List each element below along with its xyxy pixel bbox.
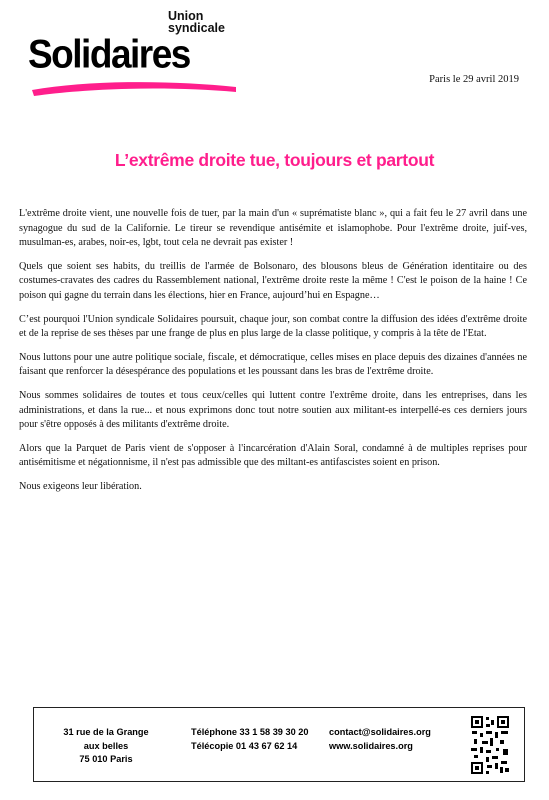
paragraph: Nous luttons pour une autre politique sociale, fiscale, et démocratique, celles mises en place depuis des dizaines d'années ne faisant que renforcer la désespérance des populations et les poussant dans les bras de l'extrême droite.	[19, 351, 527, 378]
logo-swoosh-icon	[30, 78, 240, 100]
website-link[interactable]: www.solidaires.org	[329, 740, 413, 751]
contact-email-link[interactable]: contact@solidaires.org	[329, 727, 431, 737]
page-title: L’extrême droite tue, toujours et partout	[114, 150, 435, 170]
address-line: 31 rue de la Grange	[63, 727, 149, 737]
telephone-number: Téléphone 33 1 58 39 30 20	[191, 727, 309, 737]
logo-syndicale-text: syndicale	[168, 21, 225, 35]
document-body	[19, 207, 527, 504]
document-date: Paris le 29 avril 2019	[429, 74, 519, 85]
telecopie-number: Télécopie 01 43 67 62 14	[191, 740, 298, 751]
paragraph: Quels que soient ses habits, du treillis de l'armée de Bolsonaro, des blousons bleus de Génération identitaire ou des costumes-cravates des cadres du Rassemblement national, l'extrême droite reste la même ! C'est le poison de la haine ! Ce poison qui gagne du terrain dans les élections, hier en France, aujourd’hui en Espagne…	[19, 260, 527, 301]
solidaires-logo	[28, 10, 228, 90]
paragraph: Nous exigeons leur libération.	[19, 480, 142, 492]
logo-union-text: Union	[168, 9, 204, 23]
logo-union-syndicale	[168, 10, 225, 34]
paragraph: L'extrême droite vient, une nouvelle fois de tuer, par la main d'un « suprématiste blanc », qui a fait feu le 27 avril dans une synagogue du sud de la Californie. Le tireur se revendique antisémite et islamophobe. Pour l'extrême droite, juif-ves, musulman-es, arabes, noir-es, lgbt, tout cela ne devrait pas exister !	[19, 208, 527, 249]
paragraph: Nous sommes solidaires de toutes et tous ceux/celles qui luttent contre l'extrême droite, dans les entreprises, dans les administrations, et dans la rue... et nous exprimons donc tout notre soutien aux militant-es interpellé-es ces derniers jours pour s'être opposés à des militants d'extrême droite.	[19, 389, 527, 431]
footer-contact-box	[33, 707, 525, 782]
address-line: aux belles	[83, 740, 129, 751]
address-line: 75 010 Paris	[79, 754, 133, 764]
footer-address	[44, 726, 168, 767]
logo-wordmark: Solidaires	[28, 32, 190, 77]
qr-code-icon	[470, 715, 510, 775]
paragraph: C’est pourquoi l'Union syndicale Solidaires poursuit, chaque jour, son combat contre la diffusion des idées d'extrême droite et de la reprise de ses thèses par une frange de plus en plus large de la classe politique, y compris à la tête de l'Etat.	[19, 313, 527, 340]
footer-contact	[329, 726, 431, 753]
footer-phone	[191, 726, 308, 753]
paragraph: Alors que la Parquet de Paris vient de s'opposer à l'incarcération d'Alain Soral, condamné à de multiples reprises pour antisémitisme et négationnisme, il n'est pas admissible que des miltant-es antifascistes soient en prison.	[19, 442, 527, 469]
